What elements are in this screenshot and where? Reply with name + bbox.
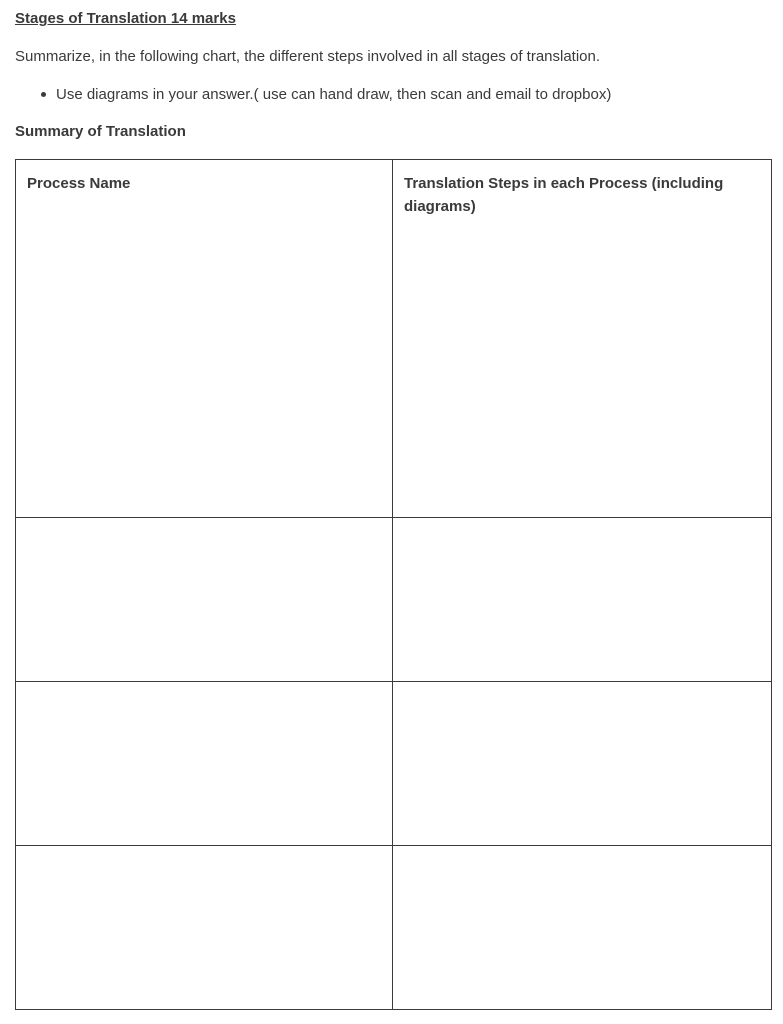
table-cell-translation-steps	[393, 518, 772, 682]
summary-table	[15, 159, 772, 1010]
column-header-process-name: Process Name	[16, 160, 393, 518]
table-cell-translation-steps	[393, 846, 772, 1010]
list-item	[15, 86, 611, 104]
table-cell-translation-steps	[393, 682, 772, 846]
table-header-row	[16, 160, 772, 518]
assignment-title: Stages of Translation 14 marks	[15, 10, 236, 27]
instruction-list	[15, 86, 611, 104]
table-row	[16, 518, 772, 682]
bullet-icon	[41, 92, 46, 97]
table-row	[16, 682, 772, 846]
instructions-text: Summarize, in the following chart, the different steps involved in all stages of translation.	[15, 48, 601, 65]
table-cell-process-name	[16, 682, 393, 846]
table-title: Summary of Translation	[15, 123, 186, 140]
table-row	[16, 846, 772, 1010]
table-cell-process-name	[16, 846, 393, 1010]
table-cell-process-name	[16, 518, 393, 682]
column-header-translation-steps: Translation Steps in each Process (including diagrams)	[393, 160, 772, 518]
list-item-text: Use diagrams in your answer.( use can hand draw, then scan and email to dropbox)	[56, 86, 612, 103]
